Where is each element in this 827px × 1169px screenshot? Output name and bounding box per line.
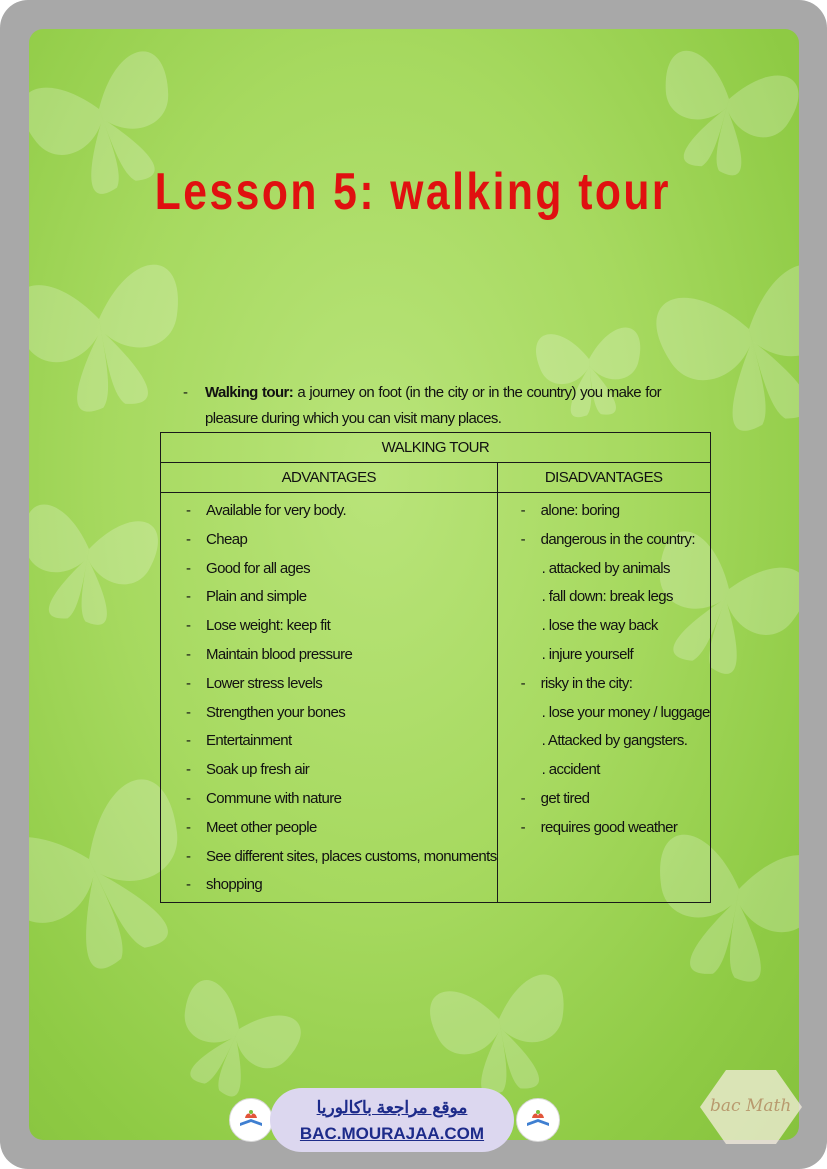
disadvantage-text: dangerous in the country: <box>540 530 695 548</box>
disadvantages-cell <box>497 493 710 903</box>
disadvantage-text: requires good weather <box>540 818 678 836</box>
book-icon <box>230 1099 272 1141</box>
disadvantage-text: . lose the way back <box>541 617 658 635</box>
bullet: - <box>186 588 191 606</box>
bullet: - <box>186 847 191 865</box>
site-url-link[interactable]: BAC.MOURAJAA.COM <box>299 1124 485 1143</box>
disadvantage-text: . fall down: break legs <box>541 588 673 606</box>
page-title: Lesson 5: walking tour <box>154 163 671 221</box>
butterfly-icon <box>29 261 195 421</box>
advantage-text: Good for all ages <box>206 559 311 577</box>
advantage-item <box>161 785 497 814</box>
advantage-text: Cheap <box>206 530 248 548</box>
bullet: - <box>186 617 191 635</box>
bullet: - <box>520 789 526 807</box>
disadvantage-text: alone: boring <box>540 502 620 519</box>
disadvantage-item <box>498 814 710 843</box>
advantage-text: Entertainment <box>206 732 292 750</box>
advantage-item <box>161 555 497 584</box>
watermark-logo <box>698 1068 804 1146</box>
disadvantage-item <box>498 497 710 526</box>
advantage-text: Maintain blood pressure <box>206 645 353 663</box>
table-title: WALKING TOUR <box>161 433 711 463</box>
definition-paragraph <box>183 380 661 432</box>
advantage-item <box>161 612 497 641</box>
advantage-item <box>161 843 497 872</box>
disadvantage-item <box>498 699 710 728</box>
bullet: - <box>520 502 526 519</box>
bullet: - <box>186 703 191 721</box>
bullet: - <box>186 502 191 519</box>
site-badge[interactable] <box>270 1088 514 1152</box>
advantage-item <box>161 497 497 526</box>
butterfly-icon <box>427 972 578 1103</box>
bullet: - <box>186 530 191 548</box>
disadvantage-item <box>498 583 710 612</box>
disadvantage-item <box>498 670 710 699</box>
disadvantage-item <box>498 555 710 584</box>
definition-term: Walking tour: <box>205 384 294 401</box>
disadvantage-text: get tired <box>540 789 590 807</box>
disadvantage-text: . injure yourself <box>541 645 634 663</box>
advantage-text: Lower stress levels <box>206 674 323 692</box>
disadvantage-item <box>498 727 710 756</box>
bullet: - <box>186 559 191 577</box>
bullet: - <box>186 645 191 663</box>
site-logo-right <box>516 1098 560 1142</box>
bullet: - <box>186 761 191 779</box>
disadvantage-item <box>498 785 710 814</box>
advantage-text: Meet other people <box>206 818 317 836</box>
advantage-item <box>161 756 497 785</box>
bullet: - <box>183 384 188 401</box>
bullet: - <box>520 674 526 692</box>
advantage-text: See different sites, places customs, monuments <box>206 847 497 865</box>
butterfly-icon <box>650 259 799 447</box>
advantage-item <box>161 727 497 756</box>
site-name-arabic[interactable]: موقع مراجعة باكالوريا <box>316 1098 468 1117</box>
bullet: - <box>520 530 526 548</box>
walking-tour-table <box>160 432 711 903</box>
disadvantage-text: . Attacked by gangsters. <box>541 732 688 750</box>
advantage-item <box>161 526 497 555</box>
bullet: - <box>520 818 526 836</box>
advantages-header: ADVANTAGES <box>161 463 498 493</box>
site-logo-left <box>229 1098 273 1142</box>
disadvantage-item <box>498 756 710 785</box>
advantage-text: Available for very body. <box>206 502 347 519</box>
disadvantage-text: . accident <box>541 761 600 779</box>
disadvantages-header: DISADVANTAGES <box>497 463 710 493</box>
advantages-list <box>161 493 497 902</box>
advantage-text: Soak up fresh air <box>206 761 310 779</box>
disadvantage-item <box>498 641 710 670</box>
advantage-item <box>161 814 497 843</box>
disadvantage-text: risky in the city: <box>540 674 633 692</box>
advantage-item <box>161 871 497 900</box>
watermark-text: bac Math <box>710 1096 792 1116</box>
bullet: - <box>186 876 191 894</box>
bullet: - <box>186 818 191 836</box>
advantage-item <box>161 641 497 670</box>
advantage-text: Strengthen your bones <box>206 703 346 721</box>
bullet: - <box>186 732 191 750</box>
disadvantage-text: . lose your money / luggage <box>541 703 710 721</box>
bullet: - <box>186 789 191 807</box>
bullet: - <box>186 674 191 692</box>
advantage-item <box>161 699 497 728</box>
advantage-item <box>161 583 497 612</box>
advantage-text: shopping <box>206 876 263 894</box>
advantage-text: Plain and simple <box>206 588 307 606</box>
definition-text: a journey on foot (in the city or in the country) you make for pleasure during which you can visit many places. <box>205 384 661 427</box>
advantage-item <box>161 670 497 699</box>
book-icon <box>517 1099 559 1141</box>
advantages-cell <box>161 493 498 903</box>
disadvantage-text: . attacked by animals <box>541 559 670 577</box>
butterfly-icon <box>29 502 161 633</box>
advantage-text: Commune with nature <box>206 789 342 807</box>
advantage-text: Lose weight: keep fit <box>206 617 331 635</box>
disadvantage-item <box>498 612 710 641</box>
disadvantage-item <box>498 526 710 555</box>
disadvantages-list <box>498 493 710 845</box>
